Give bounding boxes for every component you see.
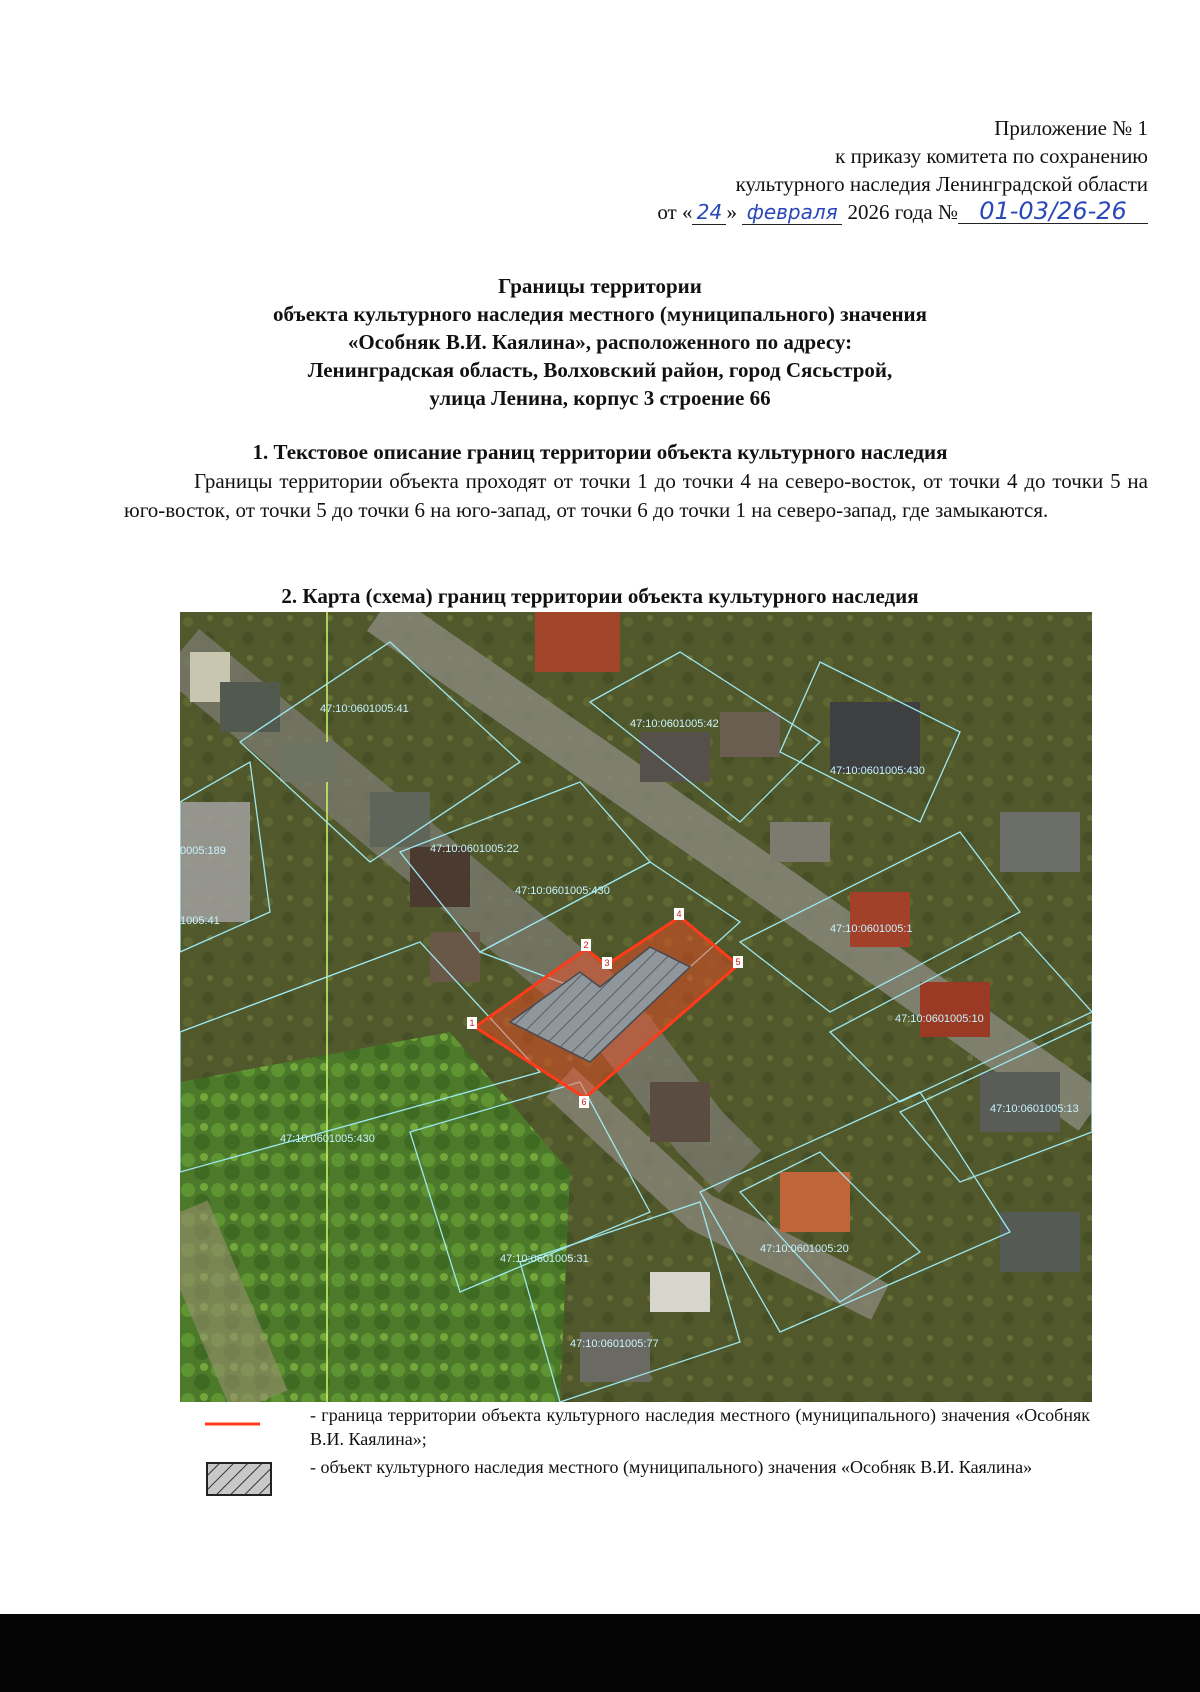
title-line-3: «Особняк В.И. Каялина», расположенного по адресу: <box>347 330 853 354</box>
close-quote: » <box>726 200 737 224</box>
legend-boundary-swatch <box>205 1419 265 1429</box>
point-label: 5 <box>735 957 741 967</box>
point-label: 3 <box>604 958 610 968</box>
order-date-line <box>657 198 1148 226</box>
order-month: февраля <box>742 200 842 225</box>
legend-boundary-text: - граница территории объекта культурного наследия местного (муниципального) значения «Особняк В.И. Каялина»; <box>310 1405 1090 1449</box>
point-label: 1 <box>469 1018 475 1028</box>
title-line-5: улица Ленина, корпус 3 строение 66 <box>429 386 771 410</box>
boundary-map <box>180 612 1092 1402</box>
legend-object-text: - объект культурного наследия местного (муниципального) значения «Особняк В.И. Каялина» <box>310 1457 1033 1477</box>
section-1-heading: 1. Текстовое описание границ территории объекта культурного наследия <box>252 440 948 464</box>
title-line-1: Границы территории <box>498 274 702 298</box>
parcel-label: 47:10:0601005:430 <box>515 885 610 897</box>
parcel-label: 47:10:0601005:20 <box>760 1243 849 1255</box>
parcel-label: 47:10:0601005:430 <box>280 1133 375 1145</box>
title-line-4: Ленинградская область, Волховский район, город Сясьстрой, <box>307 358 893 382</box>
parcel-label: 47:10:0601005:1 <box>830 923 913 935</box>
order-day: 24 <box>692 200 726 225</box>
parcel-label: 1005:41 <box>180 915 220 927</box>
point-label: 4 <box>676 909 682 919</box>
committee-name: культурного наследия Ленинградской области <box>735 172 1148 196</box>
parcel-label: 47:10:0601005:77 <box>570 1338 659 1350</box>
point-label: 2 <box>583 940 589 950</box>
section-2-heading: 2. Карта (схема) границ территории объекта культурного наследия <box>281 584 919 608</box>
parcel-label: 47:10:0601005:13 <box>990 1103 1079 1115</box>
parcel-label: 47:10:0601005:10 <box>895 1013 984 1025</box>
order-number: 01-03/26-26 <box>958 199 1148 224</box>
appendix-number: Приложение № 1 <box>994 116 1148 140</box>
appendix-header <box>657 114 1148 226</box>
parcel-label: 47:10:0601005:42 <box>630 718 719 730</box>
from-label: от « <box>657 200 693 224</box>
order-reference: к приказу комитета по сохранению <box>835 144 1148 168</box>
order-year: 2026 года № <box>847 200 958 224</box>
document-title <box>0 272 1200 412</box>
point-label: 6 <box>581 1097 587 1107</box>
section-1-text: Границы территории объекта проходят от точки 1 до точки 4 на северо-восток, от точки 4 до точки 5 на юго-восток, от точки 5 до точки 6 на юго-запад, от точки 6 до точки 1 на северо-запад, где замыкаются. <box>124 469 1148 522</box>
parcel-label: 47:10:0601005:430 <box>830 765 925 777</box>
legend-object-swatch <box>206 1462 272 1496</box>
parcel-label: 47:10:0601005:22 <box>430 843 519 855</box>
title-line-2: объекта культурного наследия местного (муниципального) значения <box>272 302 927 326</box>
parcel-label: 47:10:0601005:41 <box>320 703 409 715</box>
parcel-label: 0005:189 <box>180 845 226 857</box>
scan-border <box>0 1614 1200 1692</box>
parcel-label: 47:10:0601005:31 <box>500 1253 589 1265</box>
